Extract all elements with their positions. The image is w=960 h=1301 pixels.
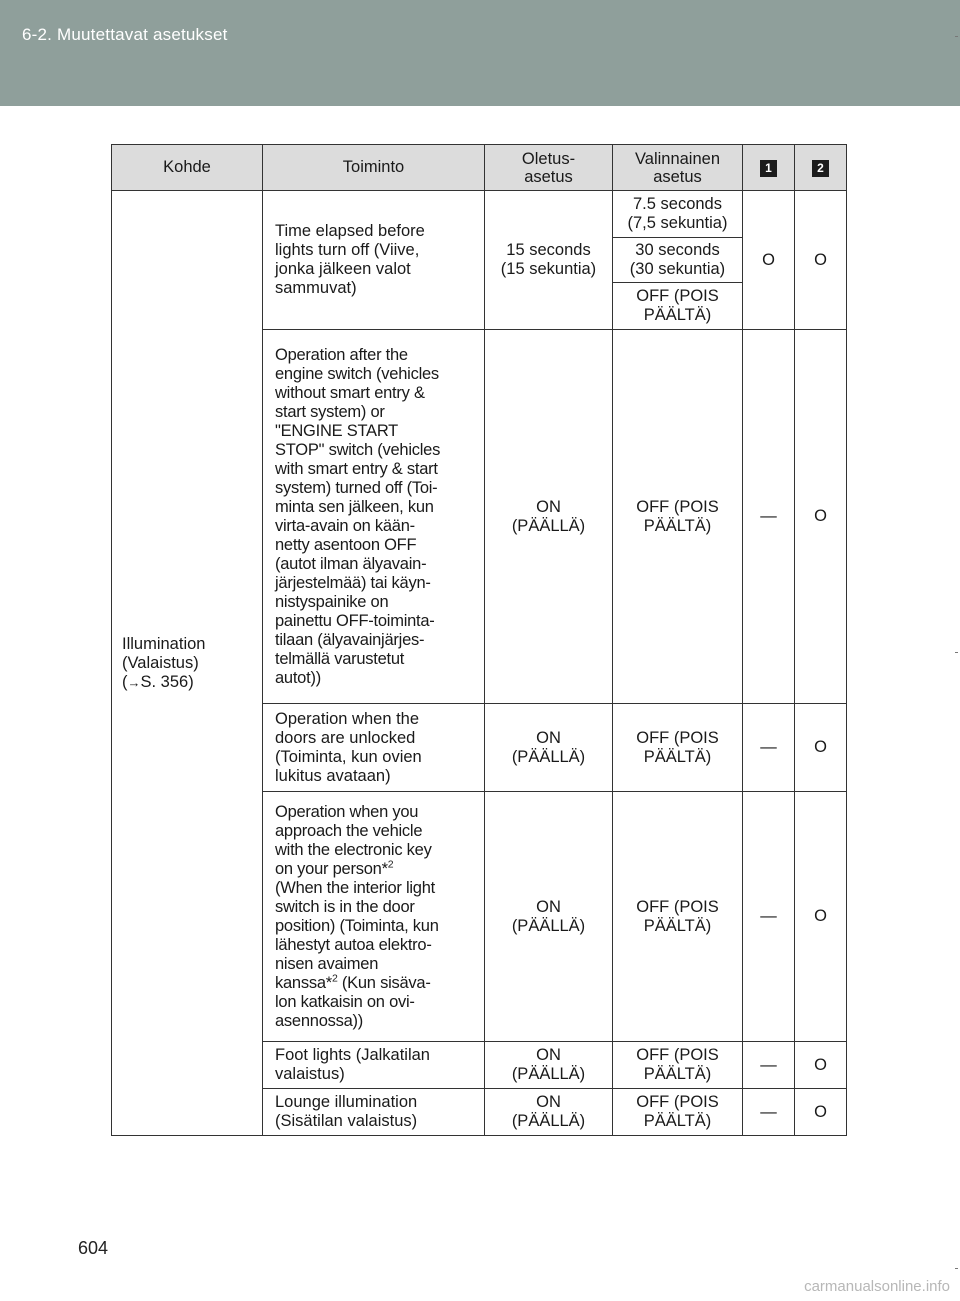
header-custom: Valinnainen asetus — [613, 145, 743, 191]
badge-1: 1 — [760, 160, 777, 177]
mark-col2: O — [795, 330, 847, 704]
function-cell: Foot lights (Jalkatilan valaistus) — [263, 1042, 485, 1089]
option-cell: OFF (POIS PÄÄLTÄ) — [613, 1089, 743, 1136]
option-cell: OFF (POIS PÄÄLTÄ) — [613, 792, 743, 1042]
header-col2 — [795, 145, 847, 191]
option-cell: OFF (POIS PÄÄLTÄ) — [613, 330, 743, 704]
mark-col2: O — [795, 704, 847, 792]
table-row — [112, 191, 847, 238]
default-cell: ON (PÄÄLLÄ) — [485, 704, 613, 792]
header-col1 — [743, 145, 795, 191]
option-cell: OFF (POIS PÄÄLTÄ) — [613, 283, 743, 330]
mark-col1: — — [743, 330, 795, 704]
function-cell: Operation when you approach the vehicle with the electronic key on your person*$^2$ (When the interior light switch is in the door position) (Toiminta, kun lähestyt autoa elektro- nisen avaimen kanssa*$^2$ (Kun sisäva- lon katkaisin on ovi- asennossa)) — [263, 792, 485, 1042]
mark-col1: — — [743, 1042, 795, 1089]
margin-tick — [955, 652, 958, 653]
default-cell: ON (PÄÄLLÄ) — [485, 792, 613, 1042]
mark-col1: O — [743, 191, 795, 330]
default-cell: ON (PÄÄLLÄ) — [485, 330, 613, 704]
mark-col2: O — [795, 1042, 847, 1089]
mark-col1: — — [743, 704, 795, 792]
table-header-row — [112, 145, 847, 191]
option-cell: 30 seconds (30 sekuntia) — [613, 238, 743, 283]
function-cell: Time elapsed before lights turn off (Viive, jonka jälkeen valot sammuvat) — [263, 191, 485, 330]
item-reference: (→S. 356) — [122, 672, 194, 691]
arrow-right-icon: → — [127, 674, 141, 690]
option-cell: OFF (POIS PÄÄLTÄ) — [613, 704, 743, 792]
option-cell: 7.5 seconds (7,5 sekuntia) — [613, 191, 743, 238]
function-cell: Lounge illumination (Sisätilan valaistus) — [263, 1089, 485, 1136]
mark-col2: O — [795, 1089, 847, 1136]
settings-table — [111, 144, 847, 1136]
item-label: Illumination — [122, 634, 206, 653]
function-cell: Operation after the engine switch (vehicles without smart entry & start system) or "ENGINE START STOP" switch (vehicles with smart entry & start system) turned off (Toi- minta sen jälkeen, kun virta-avain on kään- netty asentoon OFF (autot ilman älyavain- järjestelmää) tai käyn- nistyspainike on painettu OFF-toiminta- tilaan (älyavainjärjes- telmällä varustetut autot)) — [263, 330, 485, 704]
header-item: Kohde — [112, 145, 263, 191]
mark-col1: — — [743, 1089, 795, 1136]
item-label-translation: (Valaistus) — [122, 653, 199, 672]
page-number: 604 — [78, 1238, 109, 1258]
mark-col1: — — [743, 792, 795, 1042]
mark-col2: O — [795, 191, 847, 330]
badge-2: 2 — [812, 160, 829, 177]
header-band — [0, 0, 960, 106]
item-cell — [112, 191, 263, 1136]
margin-tick — [955, 1268, 958, 1269]
default-cell: 15 seconds (15 sekuntia) — [485, 191, 613, 330]
header-default: Oletus- asetus — [485, 145, 613, 191]
function-cell: Operation when the doors are unlocked (Toiminta, kun ovien lukitus avataan) — [263, 704, 485, 792]
default-cell: ON (PÄÄLLÄ) — [485, 1042, 613, 1089]
mark-col2: O — [795, 792, 847, 1042]
default-cell: ON (PÄÄLLÄ) — [485, 1089, 613, 1136]
watermark: carmanualsonline.info — [804, 1278, 950, 1295]
header-function: Toiminto — [263, 145, 485, 191]
margin-tick — [955, 36, 958, 37]
option-cell: OFF (POIS PÄÄLTÄ) — [613, 1042, 743, 1089]
section-title: 6-2. Muutettavat asetukset — [22, 25, 228, 44]
